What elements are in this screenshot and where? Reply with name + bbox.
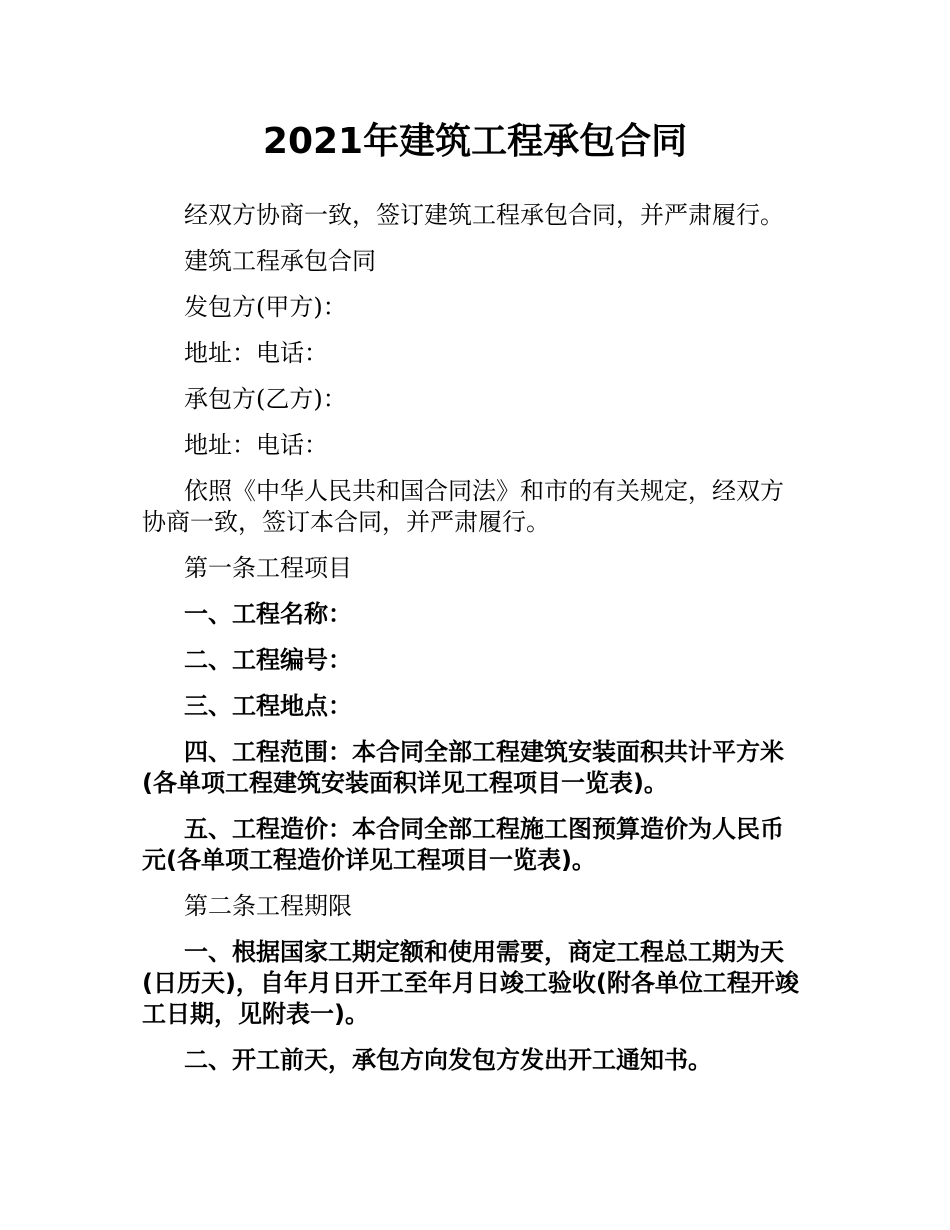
paragraph-party-b-address: 地址：电话：: [184, 431, 328, 459]
paragraph-intro: 经双方协商一致，签订建筑工程承包合同，并严肃履行。: [184, 201, 784, 229]
commencement-notice-item: 二、开工前天，承包方向发包方发出开工通知书。: [184, 1046, 712, 1074]
article-1-heading: 第一条工程项目: [184, 554, 352, 582]
article-2-heading: 第二条工程期限: [184, 892, 352, 920]
paragraph-contract-name: 建筑工程承包合同: [184, 247, 376, 275]
document-body: [142, 200, 806, 1091]
project-cost-item: 五、工程造价：本合同全部工程施工图预算造价为人民币元(各单项工程造价详见工程项目一览表)。: [142, 815, 784, 874]
paragraph-legal-basis: 依照《中华人民共和国合同法》和市的有关规定，经双方协商一致，签订本合同，并严肃履行。: [142, 477, 784, 536]
paragraph-party-a: 发包方(甲方)：: [184, 293, 347, 321]
project-location-item: 三、工程地点：: [184, 692, 352, 720]
project-duration-item: 一、根据国家工期定额和使用需要，商定工程总工期为天(日历天)，自年月日开工至年月日竣工验收(附各单位工程开竣工日期，见附表一)。: [142, 938, 799, 1028]
paragraph-party-b: 承包方(乙方)：: [184, 385, 347, 413]
project-name-item: 一、工程名称：: [184, 600, 352, 628]
paragraph-party-a-address: 地址：电话：: [184, 339, 328, 367]
project-scope-item: 四、工程范围：本合同全部工程建筑安装面积共计平方米(各单项工程建筑安装面积详见工程项目一览表)。: [142, 738, 784, 797]
page-title: 2021年建筑工程承包合同: [262, 121, 688, 162]
project-number-item: 二、工程编号：: [184, 646, 352, 674]
